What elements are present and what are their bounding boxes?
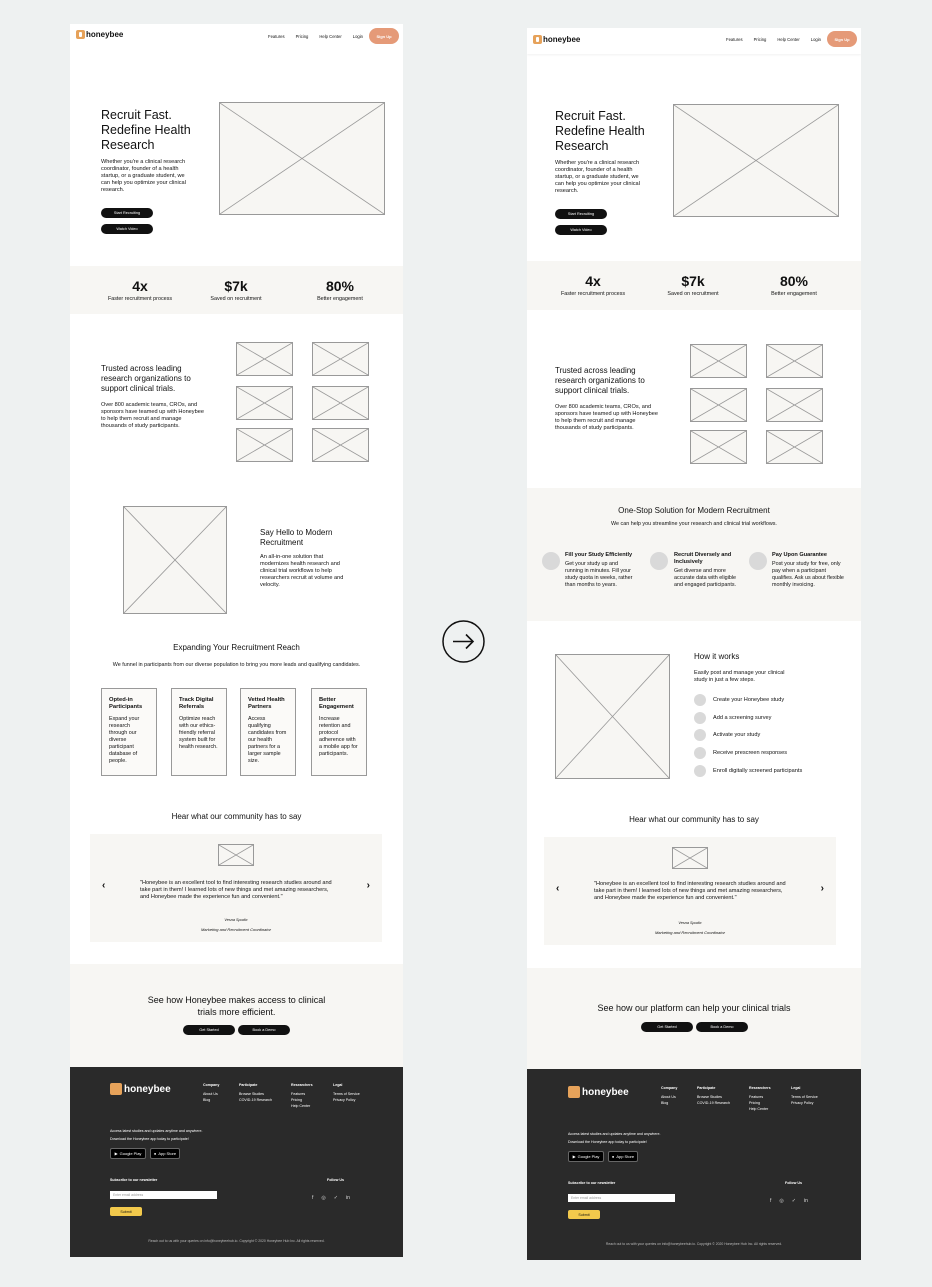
apple-icon: ● bbox=[153, 1151, 157, 1156]
testimonial-role: Marketing and Recruitment Coordinator bbox=[200, 927, 272, 932]
hero-image-placeholder bbox=[673, 104, 839, 217]
testimonial-quote: "Honeybee is an excellent tool to find interesting research studies around and take part in them! I learned lots of new things and met amazing researchers, and Honeybee made the experience fun and convenient." bbox=[594, 881, 786, 901]
footer-download-text: Download the Honeybee app today to participate! bbox=[568, 1140, 647, 1144]
stat-label: Saved on recruitment bbox=[210, 296, 262, 302]
partner-logo-placeholder bbox=[236, 386, 293, 420]
carousel-next-icon[interactable]: › bbox=[366, 880, 370, 891]
testimonial-quote: "Honeybee is an excellent tool to find interesting research studies around and take part in them! I learned lots of new things and met amazing researchers, and Honeybee made the experience fun and convenient." bbox=[140, 880, 332, 900]
stats-band bbox=[527, 261, 861, 310]
footer-col-company bbox=[661, 1085, 677, 1106]
google-play-icon: ▶ bbox=[114, 1151, 118, 1156]
honeybee-logo-icon bbox=[76, 30, 85, 39]
book-demo-button[interactable]: Book a Demo bbox=[238, 1025, 290, 1035]
partner-logo-placeholder bbox=[766, 388, 823, 422]
footer-link[interactable]: Terms of Service bbox=[791, 1095, 818, 1099]
one-stop-subtitle: We can help you streamline your research and clinical trial workflows. bbox=[611, 521, 777, 527]
stat-label: Better engagement bbox=[317, 296, 363, 302]
left-page-mockup bbox=[70, 24, 403, 1257]
footer-col-heading: Researchers bbox=[291, 1083, 313, 1087]
stat-value: 80% bbox=[779, 273, 809, 289]
reach-title: Expanding Your Recruitment Reach bbox=[173, 643, 300, 652]
reach-card bbox=[101, 688, 157, 776]
nav-pricing[interactable]: Pricing bbox=[295, 34, 309, 39]
stat-label: Faster recruitment process bbox=[107, 296, 173, 302]
reach-subtitle: We funnel in participants from our diverse population to bring you more leads and qualifying candidates. bbox=[112, 662, 361, 668]
partner-logo-placeholder bbox=[236, 342, 293, 376]
nav-login[interactable]: Login bbox=[352, 34, 363, 39]
hero-title-line: Recruit Fast. bbox=[101, 108, 172, 122]
honeybee-logo-icon bbox=[568, 1086, 580, 1098]
hello-image-placeholder bbox=[123, 506, 227, 614]
google-play-button[interactable] bbox=[110, 1148, 146, 1159]
instagram-icon[interactable]: ◎ bbox=[321, 1195, 326, 1201]
newsletter-email-input[interactable]: Enter email address bbox=[110, 1191, 217, 1199]
partner-logo-placeholder bbox=[766, 344, 823, 378]
stat-value: 80% bbox=[325, 278, 355, 294]
google-play-label: Google Play bbox=[577, 1154, 600, 1159]
get-started-button[interactable]: Get Started bbox=[641, 1022, 693, 1032]
testimonial-title: Hear what our community has to say bbox=[171, 812, 302, 821]
how-it-works-image-placeholder bbox=[555, 654, 670, 779]
testimonial-name: Vesna Spudic bbox=[224, 918, 248, 922]
testimonial-avatar-placeholder bbox=[672, 847, 708, 869]
feature-title: Pay Upon Guarantee bbox=[772, 552, 828, 558]
footer bbox=[70, 1067, 403, 1257]
instagram-icon[interactable]: ◎ bbox=[779, 1198, 784, 1204]
footer bbox=[527, 1069, 861, 1260]
carousel-next-icon[interactable]: › bbox=[820, 883, 824, 894]
trusted-body: Over 800 academic teams, CROs, and sponsors have teamed up with Honeybee to help them recruit and manage thousands of study participants. bbox=[555, 404, 658, 431]
how-step bbox=[694, 765, 802, 777]
footer-col-participate bbox=[697, 1085, 730, 1106]
step-label: Create your Honeybee study bbox=[713, 697, 785, 703]
footer-logo[interactable] bbox=[110, 1083, 171, 1095]
footer-col-legal bbox=[791, 1085, 818, 1106]
app-store-label: App Store bbox=[616, 1154, 635, 1159]
hero-title-line: Redefine Health bbox=[555, 124, 645, 138]
nav-help-center[interactable]: Help Center bbox=[777, 37, 800, 42]
right-page-mockup bbox=[527, 28, 861, 1260]
partner-logo-placeholder bbox=[690, 344, 747, 378]
reach-card-body: Increase retention and protocol adherence with a mobile app for participants. bbox=[319, 716, 358, 757]
book-demo-button[interactable]: Book a Demo bbox=[696, 1022, 748, 1032]
testimonial-box bbox=[90, 834, 382, 942]
stat-value: 4x bbox=[132, 278, 148, 294]
stat-label: Better engagement bbox=[771, 291, 817, 297]
step-circle-icon bbox=[694, 729, 706, 741]
copyright-text: Reach out to us with your queries on info@honeybeehub.io. Copyright © 2020 Honeybee Hub Inc. All rights reserved. bbox=[605, 1242, 783, 1246]
footer-col-heading: Legal bbox=[791, 1086, 801, 1090]
feature-icon bbox=[542, 552, 560, 570]
hero-title bbox=[101, 108, 211, 153]
copyright-text: Reach out to us with your queries on info@honeybeehub.io. Copyright © 2020 Honeybee Hub Inc. All rights reserved. bbox=[148, 1239, 325, 1243]
feature-body: Post your study for free, only pay when a participant qualifies. Ask us about flexible monthly invoicing. bbox=[772, 561, 844, 588]
footer-link[interactable]: Pricing bbox=[749, 1101, 760, 1105]
how-step bbox=[694, 694, 784, 706]
partner-logo-placeholder bbox=[766, 430, 823, 464]
step-label: Receive prescreen responses bbox=[713, 750, 787, 756]
how-step bbox=[694, 712, 771, 724]
footer-access-text: Access latest studies and updates anytime and anywhere. bbox=[568, 1132, 661, 1136]
app-store-button[interactable] bbox=[150, 1148, 180, 1159]
footer-link[interactable]: Terms of Service bbox=[333, 1092, 360, 1096]
twitter-icon[interactable]: ✓ bbox=[791, 1198, 796, 1204]
navbar bbox=[70, 24, 403, 50]
footer-col-heading: Legal bbox=[333, 1083, 343, 1087]
arrow-right-circle-icon bbox=[442, 620, 485, 663]
submit-button[interactable]: Submit bbox=[110, 1207, 142, 1216]
linkedin-icon[interactable]: in bbox=[803, 1198, 808, 1204]
hero-title-line: Research bbox=[555, 139, 609, 153]
subscribe-label: Subscribe to our newsletter bbox=[568, 1181, 616, 1185]
stat-item bbox=[744, 273, 844, 297]
stat-item bbox=[90, 278, 190, 302]
get-started-button[interactable]: Get Started bbox=[183, 1025, 235, 1035]
step-circle-icon bbox=[694, 694, 706, 706]
footer-link[interactable]: Privacy Policy bbox=[333, 1098, 356, 1102]
testimonial-role: Marketing and Recruitment Coordinator bbox=[654, 930, 726, 935]
footer-logo-text: honeybee bbox=[582, 1086, 629, 1098]
footer-link[interactable]: Blog bbox=[203, 1098, 211, 1102]
newsletter-email-input[interactable]: Enter email address bbox=[568, 1194, 675, 1202]
feature-title: Fill your Study Efficiently bbox=[565, 552, 633, 558]
reach-card-body: Optimize reach with our ethics-friendly referral system built for health research. bbox=[179, 716, 218, 750]
stat-item bbox=[186, 278, 286, 302]
partner-logo-placeholder bbox=[690, 430, 747, 464]
feature-icon bbox=[650, 552, 668, 570]
reach-card bbox=[171, 688, 227, 776]
facebook-icon[interactable]: f bbox=[770, 1198, 772, 1204]
cta-title: See how Honeybee makes access to clinical trials more efficient. bbox=[147, 995, 326, 1017]
stat-value: $7k bbox=[224, 278, 248, 294]
google-play-icon: ▶ bbox=[572, 1154, 576, 1159]
cta-section bbox=[527, 968, 861, 1069]
step-circle-icon bbox=[694, 747, 706, 759]
footer-col-heading: Participate bbox=[697, 1086, 716, 1090]
start-recruiting-button[interactable]: Start Recruiting bbox=[555, 209, 607, 219]
nav-login[interactable]: Login bbox=[810, 37, 821, 42]
apple-icon: ● bbox=[611, 1154, 615, 1159]
step-circle-icon bbox=[694, 765, 706, 777]
start-recruiting-button[interactable]: Start Recruiting bbox=[101, 208, 153, 218]
footer-logo-text: honeybee bbox=[124, 1083, 171, 1095]
logo-text: honeybee bbox=[543, 35, 581, 44]
how-step bbox=[694, 747, 787, 759]
reach-card-title: Opted-in Participants bbox=[109, 697, 143, 710]
partner-logo-placeholder bbox=[312, 428, 369, 462]
testimonial-title: Hear what our community has to say bbox=[629, 815, 759, 824]
partner-logo-placeholder bbox=[236, 428, 293, 462]
carousel-prev-icon[interactable]: ‹ bbox=[102, 880, 106, 891]
stat-value: $7k bbox=[681, 273, 705, 289]
navbar bbox=[527, 28, 861, 54]
hero-title bbox=[555, 109, 665, 154]
how-step bbox=[694, 729, 760, 741]
social-links bbox=[312, 1195, 350, 1201]
hero-title-line: Redefine Health bbox=[101, 123, 191, 137]
google-play-label: Google Play bbox=[119, 1151, 142, 1156]
app-store-button[interactable] bbox=[608, 1151, 638, 1162]
subscribe-label: Subscribe to our newsletter bbox=[110, 1178, 158, 1182]
stat-item bbox=[643, 273, 743, 297]
footer-link[interactable]: COVID-19 Research bbox=[697, 1101, 730, 1105]
footer-link[interactable]: Features bbox=[291, 1092, 306, 1096]
testimonial-name: Vesna Spudic bbox=[678, 921, 702, 925]
hero-image-placeholder bbox=[219, 102, 385, 215]
linkedin-icon[interactable]: in bbox=[345, 1195, 350, 1201]
footer-col-heading: Company bbox=[661, 1086, 678, 1090]
footer-link[interactable]: Privacy Policy bbox=[791, 1101, 814, 1105]
stat-item bbox=[543, 273, 643, 297]
step-label: Enroll digitally screened participants bbox=[713, 768, 803, 774]
follow-us-label: Follow Us bbox=[327, 1178, 344, 1182]
footer-link[interactable]: Help Center bbox=[291, 1104, 311, 1108]
cta-title: See how our platform can help your clinical trials bbox=[597, 1003, 791, 1013]
trusted-body: Over 800 academic teams, CROs, and sponsors have teamed up with Honeybee to help them recruit and manage thousands of study participants. bbox=[101, 402, 204, 429]
hello-body: An all-in-one solution that modernizes health research and clinical trial workflows to help researchers recruit at volume and velocity. bbox=[260, 554, 344, 588]
stat-label: Saved on recruitment bbox=[667, 291, 719, 297]
social-links bbox=[770, 1198, 808, 1204]
footer-link[interactable]: Browse Studies bbox=[239, 1092, 264, 1096]
nav-features[interactable]: Features bbox=[268, 34, 285, 39]
hero-title-line: Recruit Fast. bbox=[555, 109, 626, 123]
footer-col-heading: Company bbox=[203, 1083, 220, 1087]
footer-link[interactable]: Help Center bbox=[749, 1107, 769, 1111]
partner-logo-placeholder bbox=[690, 388, 747, 422]
footer-link[interactable]: COVID-19 Research bbox=[239, 1098, 272, 1102]
footer-link[interactable]: Blog bbox=[661, 1101, 669, 1105]
feature-body: Get your study up and running in minutes. Fill your study quota in weeks, rather than months to years. bbox=[565, 561, 633, 588]
testimonial-avatar-placeholder bbox=[218, 844, 254, 866]
reach-card-body: Access qualifying candidates from our health partners for a larger sample size. bbox=[248, 716, 287, 764]
reach-card-title: Track Digital Referrals bbox=[179, 697, 214, 710]
facebook-icon[interactable]: f bbox=[312, 1195, 314, 1201]
partner-logo-placeholder bbox=[312, 386, 369, 420]
footer-download-text: Download the Honeybee app today to participate! bbox=[110, 1137, 189, 1141]
hello-title: Say Hello to Modern Recruitment bbox=[260, 528, 333, 547]
feature-title: Recruit Diversely and Inclusively bbox=[674, 552, 732, 565]
watch-video-button[interactable]: Watch Video bbox=[555, 225, 607, 235]
nav-help-center[interactable]: Help Center bbox=[319, 34, 342, 39]
reach-card-title: Vetted Health Partners bbox=[248, 697, 285, 710]
how-it-works-subtitle: Easily post and manage your clinical study in just a few steps. bbox=[694, 670, 785, 683]
footer-link[interactable]: Pricing bbox=[291, 1098, 302, 1102]
honeybee-logo-icon bbox=[110, 1083, 122, 1095]
watch-video-button[interactable]: Watch Video bbox=[101, 224, 153, 234]
hero-body: Whether you're a clinical research coordinator, founder of a health startup, or a graduate student, we can help you optimize your clinical research. bbox=[101, 159, 186, 193]
step-circle-icon bbox=[694, 712, 706, 724]
nav-features[interactable]: Features bbox=[726, 37, 743, 42]
signup-button[interactable]: Sign Up bbox=[369, 28, 399, 44]
feature-body: Get diverse and more accurate data with eligible and engaged participants. bbox=[674, 568, 737, 588]
app-store-label: App Store bbox=[158, 1151, 177, 1156]
footer-col-researchers bbox=[749, 1085, 771, 1112]
logo-text: honeybee bbox=[86, 30, 124, 39]
reach-card bbox=[311, 688, 367, 776]
stat-value: 4x bbox=[585, 273, 601, 289]
step-label: Add a screening survey bbox=[713, 715, 772, 721]
hero-title-line: Research bbox=[101, 138, 155, 152]
nav-pricing[interactable]: Pricing bbox=[753, 37, 767, 42]
honeybee-logo-icon bbox=[533, 35, 542, 44]
footer-col-participate bbox=[239, 1082, 272, 1103]
logo[interactable] bbox=[533, 35, 580, 44]
twitter-icon[interactable]: ✓ bbox=[333, 1195, 338, 1201]
footer-link[interactable]: About Us bbox=[203, 1092, 218, 1096]
footer-link[interactable]: Features bbox=[749, 1095, 764, 1099]
testimonial-box bbox=[544, 837, 836, 945]
stats-band bbox=[70, 266, 403, 314]
follow-us-label: Follow Us bbox=[785, 1181, 802, 1185]
hero-body: Whether you're a clinical research coordinator, founder of a health startup, or a graduate student, we can help you optimize your clinical research. bbox=[555, 160, 640, 194]
signup-button[interactable]: Sign Up bbox=[827, 31, 857, 47]
footer-col-company bbox=[203, 1082, 219, 1103]
stat-item bbox=[290, 278, 390, 302]
google-play-button[interactable] bbox=[568, 1151, 604, 1162]
reach-card bbox=[240, 688, 296, 776]
one-stop-section bbox=[527, 488, 861, 621]
footer-access-text: Access latest studies and updates anytime and anywhere. bbox=[110, 1129, 203, 1133]
submit-button[interactable]: Submit bbox=[568, 1210, 600, 1219]
logo[interactable] bbox=[76, 30, 123, 39]
footer-col-researchers bbox=[291, 1082, 313, 1109]
step-label: Activate your study bbox=[713, 732, 761, 738]
footer-link[interactable]: Browse Studies bbox=[697, 1095, 722, 1099]
footer-link[interactable]: About Us bbox=[661, 1095, 676, 1099]
one-stop-title: One-Stop Solution for Modern Recruitment bbox=[618, 506, 770, 515]
footer-logo[interactable] bbox=[568, 1086, 629, 1098]
footer-col-heading: Researchers bbox=[749, 1086, 771, 1090]
reach-card-body: Expand your research through our diverse participant database of people. bbox=[109, 716, 140, 764]
trusted-title: Trusted across leading research organizations to support clinical trials. bbox=[101, 364, 191, 393]
feature-icon bbox=[749, 552, 767, 570]
trusted-title: Trusted across leading research organizations to support clinical trials. bbox=[555, 366, 645, 395]
footer-col-heading: Participate bbox=[239, 1083, 258, 1087]
partner-logo-placeholder bbox=[312, 342, 369, 376]
reach-card-title: Better Engagement bbox=[319, 697, 354, 710]
carousel-prev-icon[interactable]: ‹ bbox=[556, 883, 560, 894]
footer-col-legal bbox=[333, 1082, 360, 1103]
stat-label: Faster recruitment process bbox=[560, 291, 626, 297]
how-it-works-title: How it works bbox=[694, 652, 740, 661]
cta-section bbox=[70, 964, 403, 1067]
